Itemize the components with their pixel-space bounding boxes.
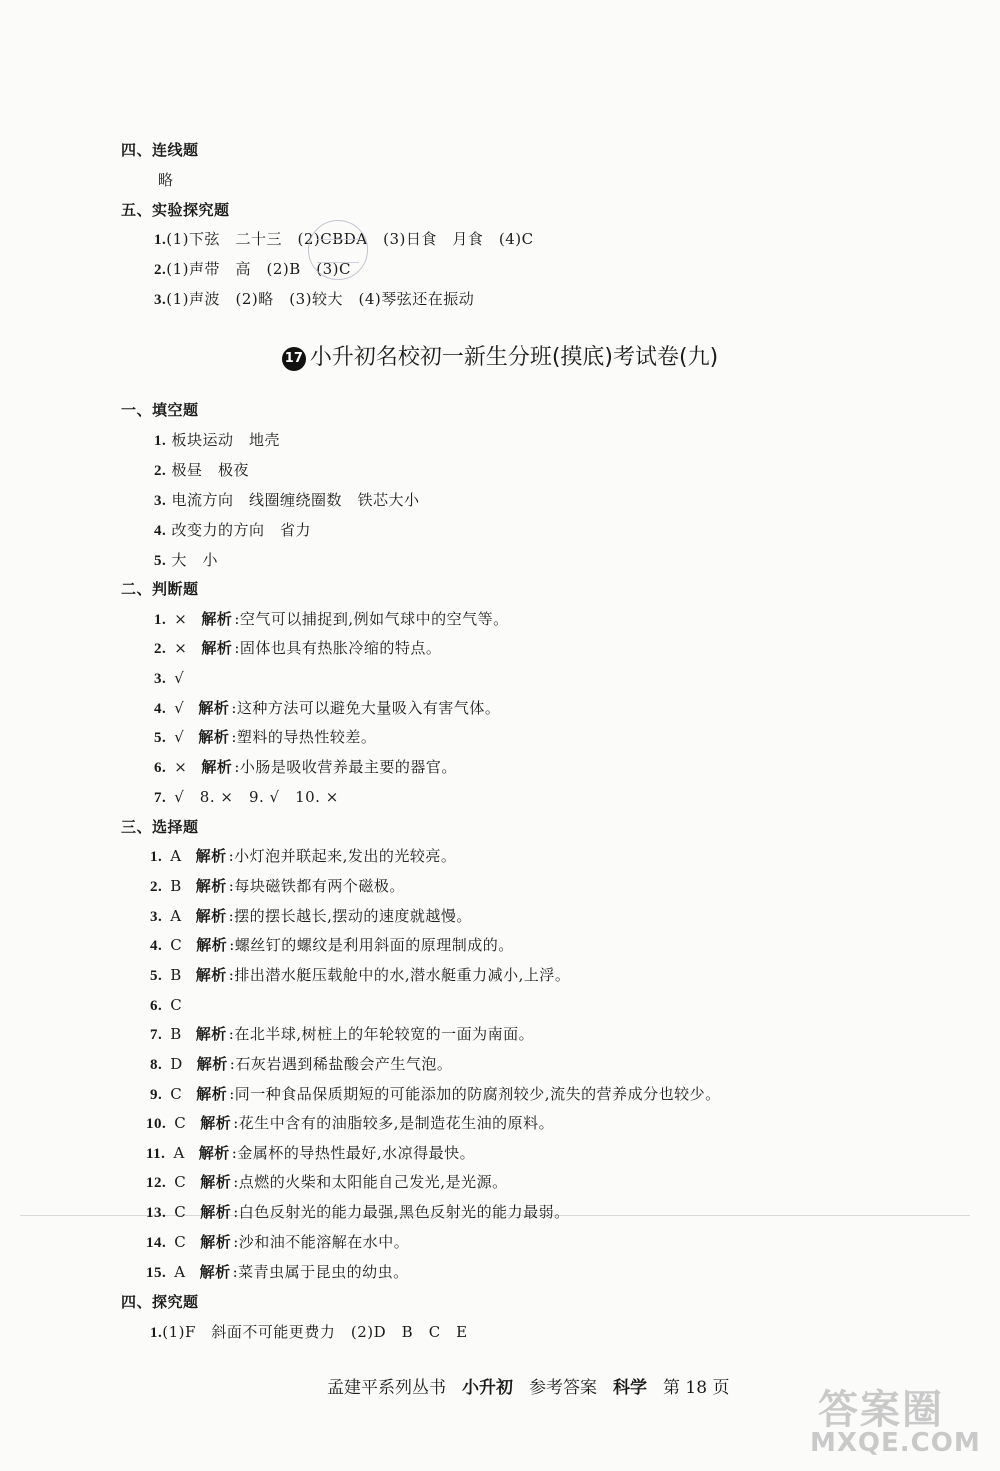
analysis-label: 解析	[196, 1085, 228, 1103]
analysis-label: 解析	[201, 758, 233, 776]
page-footer	[327, 1377, 745, 1399]
choice-item	[150, 1084, 721, 1105]
choice-item	[146, 1232, 409, 1253]
item-number: 4.	[154, 523, 167, 539]
choice-item	[146, 1143, 475, 1164]
item-answer: B	[170, 1025, 182, 1043]
analysis-label: 解析	[200, 1203, 232, 1221]
choice-item	[150, 1054, 452, 1075]
choice-item	[150, 935, 514, 956]
choice-item	[150, 1024, 534, 1045]
item-answer: √	[174, 699, 185, 717]
footer-kind: 参考答案	[529, 1378, 597, 1398]
item-answer: 电流方向 线圈缠绕圈数 铁芯大小	[171, 491, 420, 509]
judge-item	[154, 638, 441, 659]
choice-item	[150, 906, 472, 927]
analysis-label: 解析	[201, 639, 233, 657]
item-answer: C	[170, 996, 183, 1014]
item-number: 12.	[146, 1175, 167, 1191]
item-answer: ×	[174, 639, 188, 657]
analysis-label: 解析	[196, 1055, 228, 1073]
footer-series: 孟建平系列丛书	[327, 1378, 446, 1398]
choice-item	[146, 1172, 508, 1193]
item-number: 9.	[150, 1087, 163, 1103]
judge-item	[154, 668, 184, 689]
analysis-text: :固体也具有热胀冷缩的特点。	[234, 639, 442, 657]
judge-item	[154, 609, 509, 630]
item-number: 3.	[154, 671, 167, 687]
item-answer: B	[170, 877, 182, 895]
analysis-label: 解析	[195, 877, 227, 895]
item-number: 1.	[150, 849, 163, 865]
analysis-text: :点燃的火柴和太阳能自己发光,是光源。	[233, 1173, 508, 1191]
item-number: 8.	[150, 1057, 163, 1073]
watermark-logo-text: 答案圈	[818, 1387, 944, 1433]
analysis-text: :空气可以捕捉到,例如气球中的空气等。	[234, 610, 509, 628]
analysis-text: :同一种食品保质期短的可能添加的防腐剂较少,流失的营养成分也较少。	[229, 1085, 721, 1103]
choice-item	[150, 876, 405, 897]
analysis-label: 解析	[200, 1173, 232, 1191]
item-answer: D	[170, 1055, 183, 1073]
connect-answer: 略	[158, 171, 174, 189]
analysis-label: 解析	[196, 936, 228, 954]
analysis-text: :菜青虫属于昆虫的幼虫。	[232, 1263, 409, 1281]
analysis-label: 解析	[199, 1263, 231, 1281]
analysis-label: 解析	[198, 1144, 230, 1162]
item-number: 1.	[154, 433, 167, 449]
item-number: 14.	[146, 1235, 167, 1251]
item-number: 11.	[146, 1146, 166, 1162]
item-answer: C	[174, 1233, 187, 1251]
analysis-label: 解析	[200, 1233, 232, 1251]
footer-level: 小升初	[462, 1378, 513, 1398]
site-watermark	[810, 1378, 985, 1466]
analysis-label: 解析	[200, 1114, 232, 1132]
choice-item	[146, 1262, 409, 1283]
section-heading-fill: 一、填空题	[121, 401, 199, 419]
fill-item	[154, 520, 311, 541]
analysis-text: :石灰岩遇到稀盐酸会产生气泡。	[229, 1055, 453, 1073]
item-answer: √	[174, 669, 185, 687]
section-heading-explore: 四、探究题	[121, 1293, 199, 1311]
analysis-text: :花生中含有的油脂较多,是制造花生油的原料。	[233, 1114, 555, 1132]
item-number: 6.	[154, 760, 167, 776]
exam-title-text: 小升初名校初一新生分班(摸底)考试卷(九)	[309, 345, 719, 370]
item-answer: 改变力的方向 省力	[171, 521, 312, 539]
item-answer: C	[170, 936, 183, 954]
item-answer: A	[174, 1263, 186, 1281]
analysis-text: :每块磁铁都有两个磁极。	[228, 877, 405, 895]
item-number: 3.	[154, 292, 167, 308]
item-answer: C	[174, 1114, 187, 1132]
analysis-text: :小灯泡并联起来,发出的光较亮。	[228, 847, 457, 865]
analysis-label: 解析	[198, 699, 230, 717]
footer-subject: 科学	[613, 1378, 647, 1398]
fill-item	[154, 430, 280, 451]
analysis-label: 解析	[198, 728, 230, 746]
item-number: 2.	[150, 879, 163, 895]
choice-item	[150, 965, 570, 986]
analysis-label: 解析	[201, 610, 233, 628]
item-number: 7.	[150, 1027, 163, 1043]
exam-title	[0, 343, 1000, 373]
choice-item	[150, 995, 182, 1016]
item-number: 5.	[150, 968, 163, 984]
item-answer: A	[170, 907, 182, 925]
judge-summary	[154, 787, 339, 808]
footer-page-number: 第 18 页	[663, 1378, 730, 1398]
choice-item	[146, 1202, 570, 1223]
analysis-text: :小肠是吸收营养最主要的器官。	[234, 758, 457, 776]
item-answer: B	[170, 966, 182, 984]
analysis-text: :在北半球,树桩上的年轮较宽的一面为南面。	[228, 1025, 535, 1043]
item-number: 5.	[154, 553, 167, 569]
section-heading-connect: 四、连线题	[121, 141, 199, 159]
fill-item	[154, 490, 420, 511]
item-answer: ×	[174, 610, 188, 628]
choice-item	[146, 1113, 554, 1134]
analysis-text: :排出潜水艇压载舱中的水,潜水艇重力减小,上浮。	[228, 966, 571, 984]
section-heading-judge: 二、判断题	[121, 580, 199, 598]
item-number: 6.	[150, 998, 163, 1014]
judge-item	[154, 757, 457, 778]
judge-item	[154, 698, 500, 719]
exam-number-badge: 17	[282, 347, 306, 371]
item-number: 5.	[154, 730, 167, 746]
item-answer: A	[170, 847, 182, 865]
analysis-label: 解析	[195, 966, 227, 984]
section-heading-choice: 三、选择题	[121, 818, 199, 836]
item-answer: C	[174, 1203, 187, 1221]
experiment-item	[154, 289, 474, 310]
item-answer: √	[174, 728, 185, 746]
item-answer: (1)声带 高 (2)B (3)C	[166, 260, 351, 278]
item-number: 4.	[154, 701, 167, 717]
choice-item	[150, 846, 456, 867]
item-answer: A	[173, 1144, 185, 1162]
item-answer: (1)下弦 二十三 (2)CBDA (3)日食 月食 (4)C	[166, 230, 534, 248]
item-number: 15.	[146, 1265, 167, 1281]
section-heading-experiment: 五、实验探究题	[121, 201, 230, 219]
explore-item	[150, 1322, 468, 1343]
faint-stamp-mark	[308, 220, 368, 280]
analysis-label: 解析	[195, 1025, 227, 1043]
analysis-text: :金属杯的导热性最好,水凉得最快。	[231, 1144, 476, 1162]
item-number: 1.	[154, 612, 167, 628]
analysis-label: 解析	[195, 907, 227, 925]
analysis-text: :塑料的导热性较差。	[231, 728, 377, 746]
fill-item	[154, 550, 218, 571]
judge-item	[154, 727, 376, 748]
item-number: 1.	[150, 1325, 163, 1341]
item-number: 13.	[146, 1205, 167, 1221]
item-answer: (1)声波 (2)略 (3)较大 (4)琴弦还在振动	[166, 290, 475, 308]
analysis-text: :白色反射光的能力最强,黑色反射光的能力最弱。	[233, 1203, 570, 1221]
fill-item	[154, 460, 249, 481]
analysis-text: :沙和油不能溶解在水中。	[233, 1233, 410, 1251]
watermark-url: MXQE.COM	[810, 1428, 981, 1458]
item-number: 1.	[154, 232, 167, 248]
analysis-text: :这种方法可以避免大量吸入有害气体。	[231, 699, 501, 717]
item-answer: C	[170, 1085, 183, 1103]
item-answer: ×	[174, 758, 188, 776]
item-number: 3.	[154, 493, 167, 509]
item-number: 2.	[154, 641, 167, 657]
item-answer: 极昼 极夜	[171, 461, 250, 479]
item-answer: (1)F 斜面不可能更费力 (2)D B C E	[162, 1323, 468, 1341]
analysis-label: 解析	[195, 847, 227, 865]
item-number: 10.	[146, 1116, 167, 1132]
item-number: 4.	[150, 938, 163, 954]
item-number: 3.	[150, 909, 163, 925]
item-number: 2.	[154, 262, 167, 278]
item-number: 2.	[154, 463, 167, 479]
item-answer: 板块运动 地壳	[171, 431, 281, 449]
analysis-text: :摆的摆长越长,摆动的速度就越慢。	[228, 907, 472, 925]
analysis-text: :螺丝钉的螺纹是利用斜面的原理制成的。	[229, 936, 514, 954]
item-answer: C	[174, 1173, 187, 1191]
summary-answers: √ 8. × 9. √ 10. ×	[174, 788, 339, 806]
item-number: 7.	[154, 790, 167, 806]
item-answer: 大 小	[171, 551, 219, 569]
